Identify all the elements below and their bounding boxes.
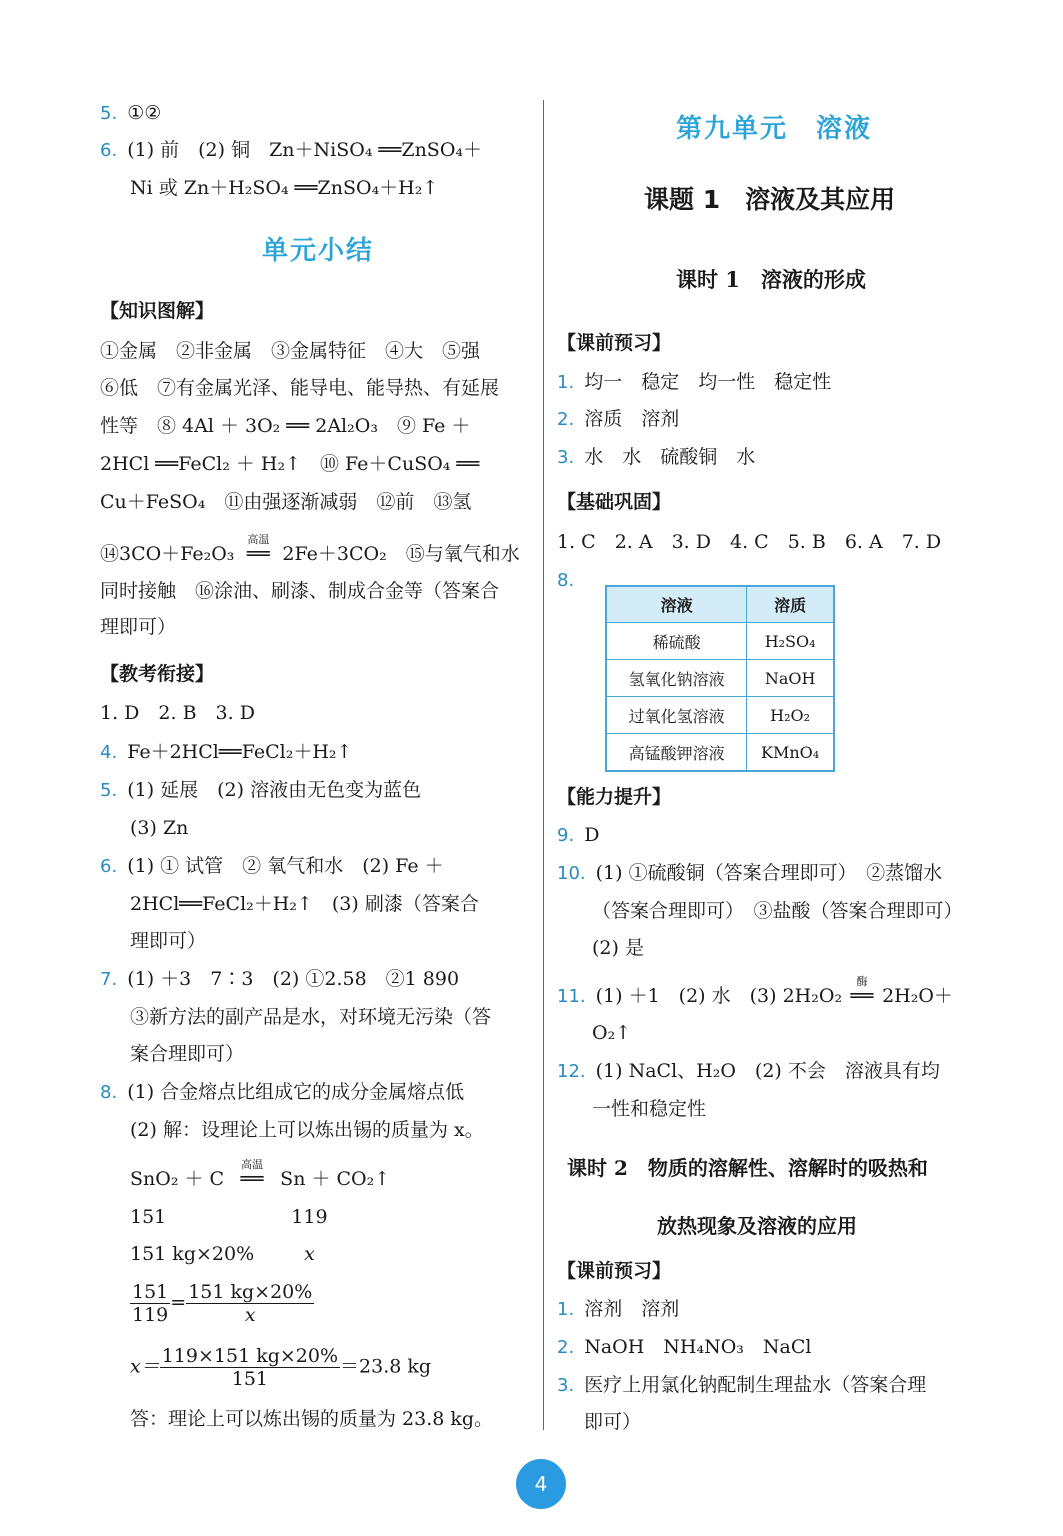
exam-answer-7-cont: ③新方法的副产品是水，对环境无污染（答 (130, 1006, 492, 1028)
reaction-arrow: 高温 ══ (240, 1158, 264, 1190)
equation-mass: 151 119 (130, 1206, 328, 1228)
equation: SnO₂ ＋ C 高温 ══ Sn ＋ CO₂↑ (130, 1158, 391, 1190)
exam-answer-8: 8. (1) 合金熔点比组成它的成分金属熔点低 (100, 1081, 465, 1103)
knowledge-line: 理即可） (100, 616, 177, 638)
reaction-arrow: 高温 ══ (246, 533, 270, 565)
summary-title: 单元小结 (262, 236, 375, 266)
column-divider (543, 100, 544, 1430)
knowledge-line: 2HCl ══FeCl₂ ＋ H₂↑ ⑩ Fe＋CuSO₄ ══ (100, 453, 480, 475)
exam-answer-6-cont: 2HCl══FeCl₂＋H₂↑ (3) 刷漆（答案合 (130, 893, 479, 915)
preview2-answer-3: 3. 医疗上用氯化钠配制生理盐水（答案合理 (557, 1374, 927, 1396)
exam-answer-7: 7. (1) ＋3 7∶3 (2) ①2.58 ②1 890 (100, 968, 460, 990)
unit-title: 第九单元 溶液 (676, 114, 873, 144)
section-knowledge: 【知识图解】 (100, 300, 215, 322)
section-exam: 【教考衔接】 (100, 663, 215, 685)
table-row: 氢氧化钠溶液 NaOH (606, 660, 834, 697)
exam-answer-8-cont: (2) 解：设理论上可以炼出锡的质量为 x。 (130, 1119, 484, 1141)
equation-mass: 151 kg×20% x (130, 1243, 315, 1265)
page-number: 4 (516, 1459, 566, 1509)
reaction-arrow: 酶 ══ (850, 975, 874, 1007)
preview2-answer-2: 2. NaOH NH₄NO₃ NaCl (557, 1336, 812, 1358)
exam-answer-5: 5. (1) 延展 (2) 溶液由无色变为蓝色 (100, 779, 422, 801)
preview-answer-3: 3. 水 水 硫酸铜 水 (557, 446, 756, 468)
exam-answer-7-cont: 案合理即可） (130, 1043, 245, 1065)
ability-answer-9: 9. D (557, 824, 600, 846)
ability-answer-10-cont: (2) 是 (592, 937, 644, 959)
ability-answer-10: 10. (1) ①硫酸铜（答案合理即可） ②蒸馏水 (557, 862, 943, 884)
preview2-answer-3-cont: 即可） (584, 1411, 642, 1433)
lesson-title-cont: 放热现象及溶液的应用 (657, 1214, 857, 1238)
basic-answer-8: 8. (557, 570, 575, 591)
answer-6: 6. (1) 前 (2) 铜 Zn＋NiSO₄ ══ZnSO₄＋ (100, 139, 483, 161)
answer-6-cont: Ni 或 Zn＋H₂SO₄ ══ZnSO₄＋H₂↑ (130, 177, 439, 199)
knowledge-line: 同时接触 ⑯涂油、刷漆、制成合金等（答案合 (100, 580, 500, 602)
final-answer: 答：理论上可以炼出锡的质量为 23.8 kg。 (130, 1408, 494, 1430)
section-basic: 【基础巩固】 (557, 491, 672, 513)
exam-answer-4: 4. Fe＋2HCl══FeCl₂＋H₂↑ (100, 741, 353, 763)
solution-table (605, 585, 835, 772)
solution: x＝ $\frac{119\times 151 kg\times 20\%}{151}$ ＝23.8 kg (130, 1345, 432, 1390)
ability-answer-11: 11. (1) ＋1 (2) 水 (3) 2H₂O₂ 酶 ══ 2H₂O＋ (557, 975, 953, 1007)
table-header: 溶液 (606, 586, 747, 623)
ability-answer-10-cont: （答案合理即可） ③盐酸（答案合理即可） (592, 900, 963, 922)
ability-answer-12-cont: 一性和稳定性 (592, 1098, 707, 1120)
table-row: 高锰酸钾溶液 KMnO₄ (606, 734, 834, 772)
knowledge-line: 性等 ⑧ 4Al ＋ 3O₂ ══ 2Al₂O₃ ⑨ Fe ＋ (100, 415, 471, 437)
ability-answer-11-cont: O₂↑ (592, 1022, 632, 1044)
exam-answer-6: 6. (1) ① 试管 ② 氧气和水 (2) Fe ＋ (100, 855, 444, 877)
section-ability: 【能力提升】 (557, 786, 672, 808)
lesson-title: 课时 2 物质的溶解性、溶解时的吸热和 (567, 1156, 928, 1180)
table-header: 溶质 (747, 586, 834, 623)
section-preview: 【课前预习】 (557, 332, 672, 354)
proportion: $\frac{151}{119}$ = $\frac{151 kg\times 20\%}{x}$ (132, 1281, 313, 1326)
knowledge-line: Cu＋FeSO₄ ⑪由强逐渐减弱 ⑫前 ⑬氢 (100, 491, 472, 513)
exam-answer-6-cont: 理即可） (130, 930, 207, 952)
answer-5: 5. ①② (100, 102, 162, 124)
table-row: 过氧化氢溶液 H₂O₂ (606, 697, 834, 734)
knowledge-line: ⑥低 ⑦有金属光泽、能导电、能导热、有延展 (100, 377, 500, 399)
exam-answer-1-3: 1. D 2. B 3. D (100, 702, 255, 724)
ability-answer-12: 12. (1) NaCl、H₂O (2) 不会 溶液具有均 (557, 1060, 940, 1082)
exam-answer-5-cont: (3) Zn (130, 817, 189, 839)
preview-answer-2: 2. 溶质 溶剂 (557, 408, 680, 430)
lesson-title: 课时 1 溶液的形成 (676, 267, 866, 292)
table-row: 稀硫酸 H₂SO₄ (606, 623, 834, 660)
preview-answer-1: 1. 均一 稳定 均一性 稳定性 (557, 371, 832, 393)
knowledge-line: ①金属 ②非金属 ③金属特征 ④大 ⑤强 (100, 340, 481, 362)
basic-answers-1-7: 1. C 2. A 3. D 4. C 5. B 6. A 7. D (557, 531, 942, 553)
knowledge-line: ⑭3CO＋Fe₂O₃ 高温 ══ 2Fe＋3CO₂ ⑮与氧气和水 (100, 533, 520, 565)
preview2-answer-1: 1. 溶剂 溶剂 (557, 1298, 680, 1320)
topic-title: 课题 1 溶液及其应用 (644, 185, 896, 214)
section-preview-2: 【课前预习】 (557, 1260, 672, 1282)
